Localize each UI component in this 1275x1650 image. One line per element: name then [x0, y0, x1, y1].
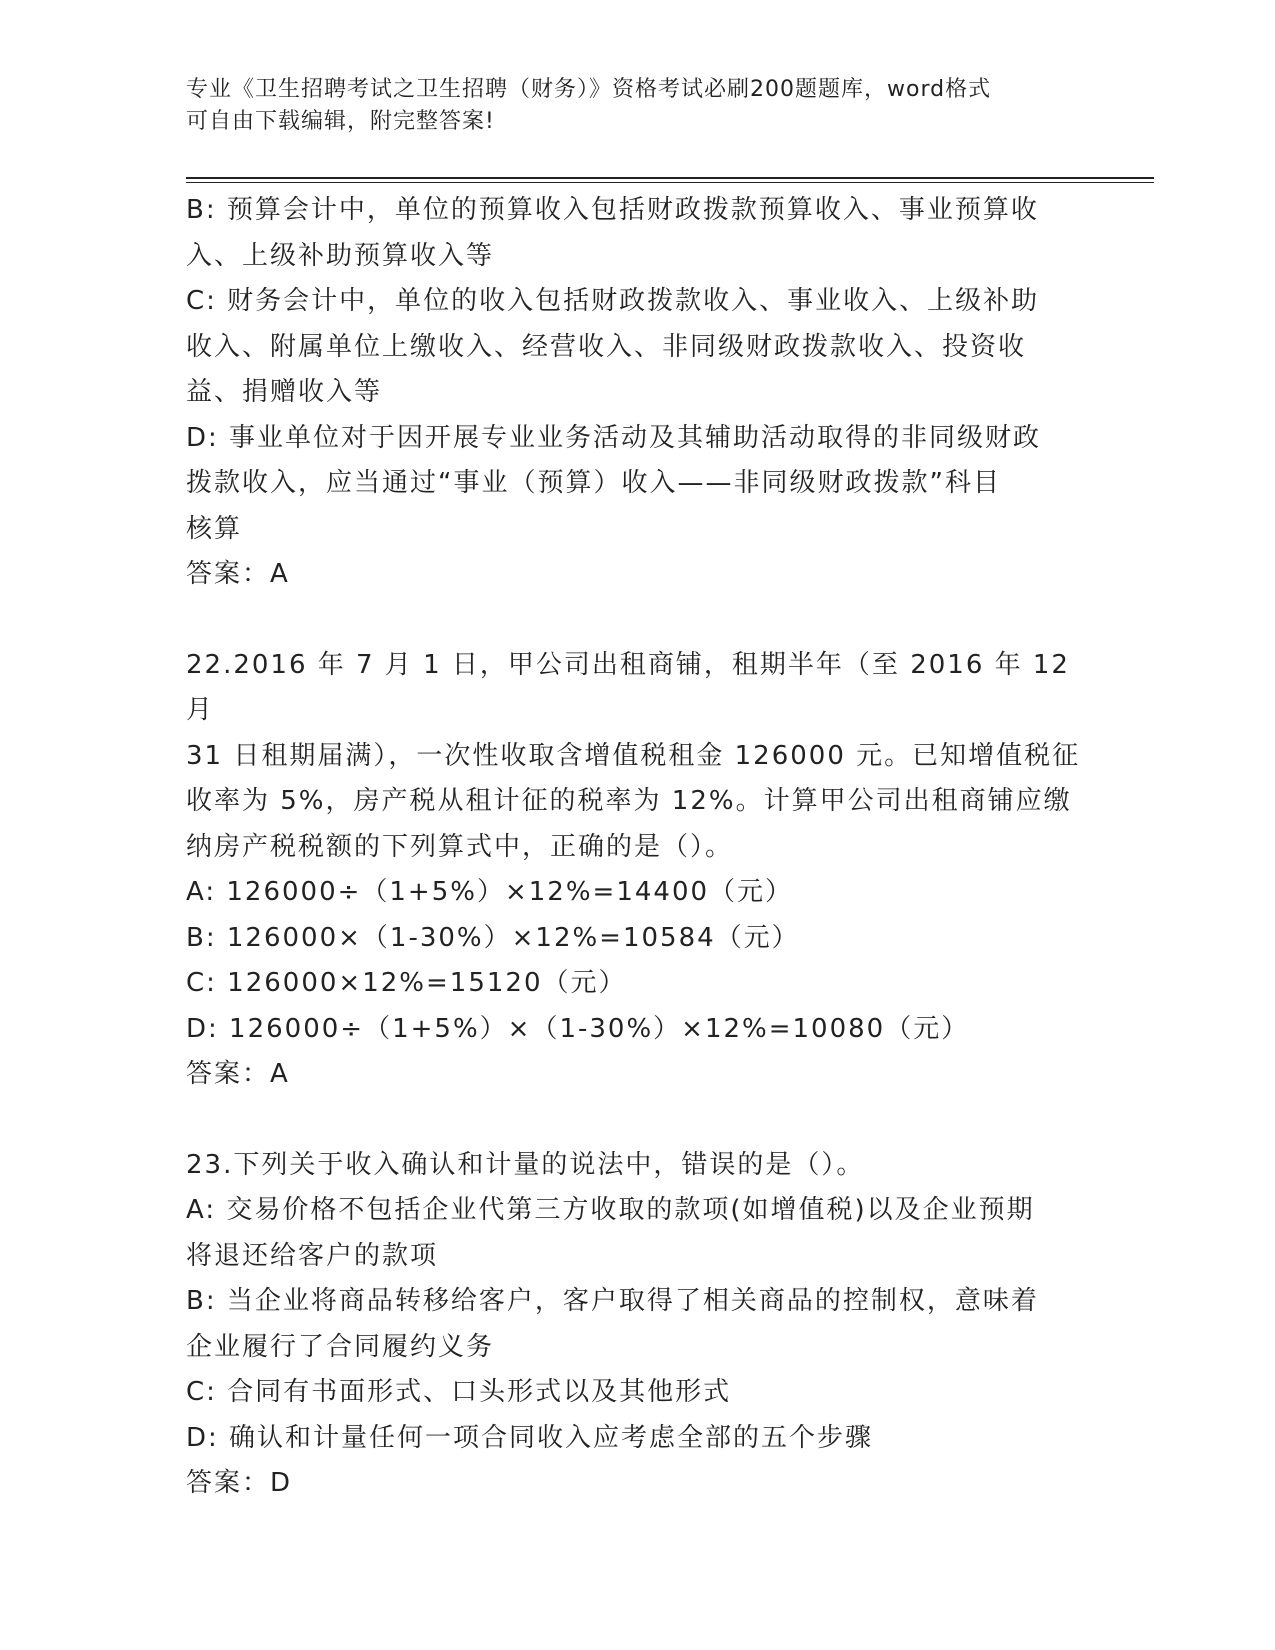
question-stem-line: 纳房产税税额的下列算式中，正确的是（）。 [186, 831, 734, 862]
option-b-line: B: 当企业将商品转移给客户，客户取得了相关商品的控制权，意味着 [186, 1286, 1039, 1316]
option-d: D: 126000÷（1+5%）×（1-30%）×12%=10080（元） [186, 1013, 970, 1044]
option-a-line: 将退还给客户的款项 [186, 1240, 439, 1271]
question-stem-line: 收率为 5%，房产税从租计征的税率为 12%。计算甲公司出租商铺应缴 [186, 786, 1072, 816]
option-c-line: 收入、附属单位上缴收入、经营收入、非同级财政拨款收入、投资收 [186, 331, 1027, 362]
spacer [186, 1098, 1086, 1143]
spacer [186, 598, 1086, 643]
header-line-2: 可自由下载编辑，附完整答案! [186, 109, 495, 134]
question-23 [186, 1143, 1086, 1507]
option-b-line: 企业履行了合同履约义务 [186, 1331, 495, 1362]
page-header [186, 74, 1066, 138]
option-b: B: 126000×（1-30%）×12%=10584（元） [186, 922, 800, 953]
question-stem-line: 22.2016 年 7 月 1 日，甲公司出租商铺，租期半年（至 2016 年 12 月 [186, 649, 1070, 725]
option-d: D: 确认和计量任何一项合同收入应考虑全部的五个步骤 [186, 1422, 874, 1453]
option-d-line: D: 事业单位对于因开展专业业务活动及其辅助活动取得的非同级财政 [186, 422, 1042, 453]
answer-line: 答案：A [186, 1059, 290, 1089]
option-b-line: B: 预算会计中，单位的预算收入包括财政拨款预算收入、事业预算收 [186, 195, 1039, 225]
option-b-line: 入、上级补助预算收入等 [186, 240, 495, 271]
answer-line: 答案：D [186, 1468, 293, 1498]
option-d-line: 核算 [186, 513, 243, 544]
option-c-line: C: 财务会计中，单位的收入包括财政拨款收入、事业收入、上级补助 [186, 286, 1040, 316]
question-stem-line: 23.下列关于收入确认和计量的说法中，错误的是（）。 [186, 1149, 865, 1180]
header-divider [186, 177, 1154, 183]
option-a-line: A: 交易价格不包括企业代第三方收取的款项(如增值税)以及企业预期 [186, 1195, 1035, 1225]
question-stem-line: 31 日租期届满），一次性收取含增值税租金 126000 元。已知增值税征 [186, 740, 1081, 771]
option-c-line: 益、捐赠收入等 [186, 377, 383, 407]
question-21 [186, 188, 1086, 598]
answer-line: 答案：A [186, 559, 290, 589]
header-line-1: 专业《卫生招聘考试之卫生招聘（财务）》资格考试必刷200题题库，word格式 [186, 77, 992, 102]
option-d-line: 拨款收入，应当通过“事业（预算）收入——非同级财政拨款”科目 [186, 468, 1001, 498]
question-content [186, 188, 1086, 1507]
option-c: C: 合同有书面形式、口头形式以及其他形式 [186, 1377, 732, 1407]
question-22 [186, 643, 1086, 1098]
option-c: C: 126000×12%=15120（元） [186, 968, 627, 998]
option-a: A: 126000÷（1+5%）×12%=14400（元） [186, 877, 794, 907]
